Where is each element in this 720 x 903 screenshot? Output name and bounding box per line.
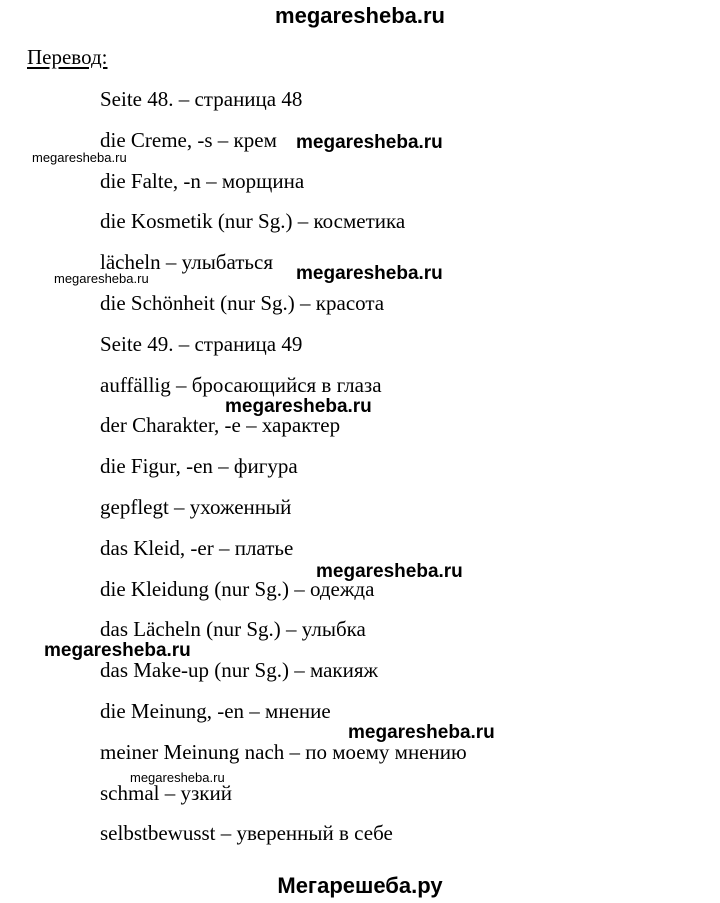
- watermark: megaresheba.ru: [32, 150, 127, 165]
- vocab-item: selbstbewusst – уверенный в себе: [100, 821, 393, 846]
- vocab-item: auffällig – бросающийся в глаза: [100, 372, 382, 397]
- site-footer: Мегарешеба.ру: [277, 873, 443, 898]
- vocab-item: die Meinung, -en – мнение: [100, 698, 331, 723]
- vocab-item: lächeln – улыбаться: [100, 250, 273, 275]
- vocab-item: die Creme, -s – крем: [100, 127, 277, 152]
- vocab-item: meiner Meinung nach – по моему мнению: [100, 739, 467, 764]
- vocabulary-list: [100, 86, 467, 861]
- watermark: megaresheba.ru: [296, 132, 443, 153]
- watermark: megaresheba.ru: [130, 770, 225, 785]
- vocab-item: Seite 49. – страница 49: [100, 331, 303, 356]
- vocab-item: gepflegt – ухоженный: [100, 494, 292, 519]
- vocab-item: schmal – узкий: [100, 780, 232, 805]
- vocab-item: das Make-up (nur Sg.) – макияж: [100, 658, 379, 683]
- vocab-item: der Charakter, -e – характер: [100, 413, 341, 438]
- watermark: megaresheba.ru: [44, 640, 191, 661]
- watermark: megaresheba.ru: [225, 396, 372, 417]
- watermark: megaresheba.ru: [54, 271, 149, 286]
- site-header: megaresheba.ru: [275, 3, 445, 28]
- vocab-item: die Schönheit (nur Sg.) – красота: [100, 290, 385, 315]
- vocab-item: Seite 48. – страница 48: [100, 87, 303, 111]
- vocab-item: die Kosmetik (nur Sg.) – косметика: [100, 209, 406, 234]
- watermark: megaresheba.ru: [348, 722, 495, 743]
- vocab-item: die Figur, -en – фигура: [100, 454, 298, 479]
- vocab-item: das Lächeln (nur Sg.) – улыбка: [100, 617, 366, 642]
- watermark: megaresheba.ru: [316, 561, 463, 582]
- vocab-item: die Falte, -n – морщина: [100, 168, 305, 193]
- section-title: Перевод:: [27, 45, 108, 69]
- vocab-item: das Kleid, -er – платье: [100, 535, 294, 560]
- watermark: megaresheba.ru: [296, 263, 443, 284]
- vocab-item: die Kleidung (nur Sg.) – одежда: [100, 576, 375, 601]
